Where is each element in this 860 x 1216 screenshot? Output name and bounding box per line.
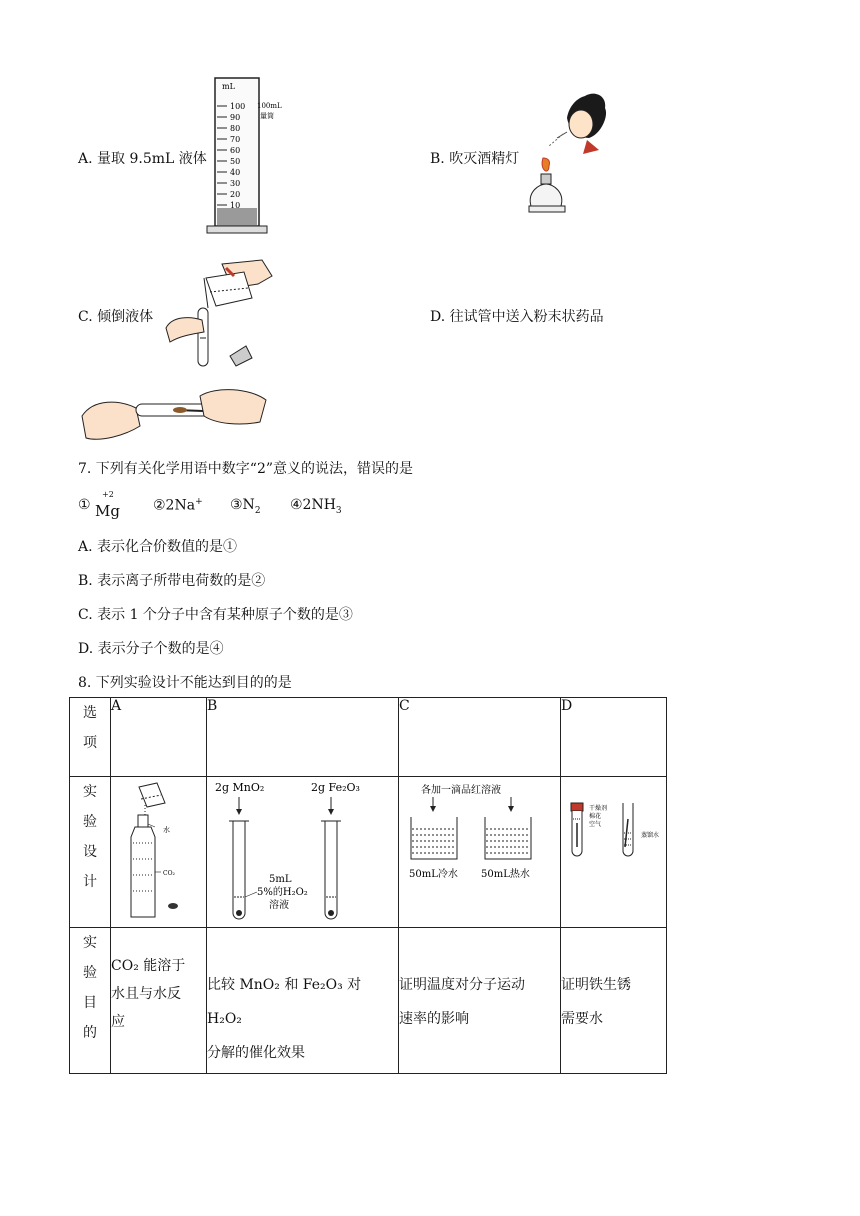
cylinder-tick-label: 100 [230,102,246,111]
q7-option-d: D. 表示分子个数的是④ [78,641,224,657]
cylinder-tick-label: 80 [230,124,241,133]
cylinder-tick-label: 90 [230,113,241,122]
cylinder-tick-label: 10 [230,201,241,210]
q7-item-3: $③N_2$ [230,497,261,516]
svg-text:CO₂: CO₂ [163,870,175,877]
cylinder-label-1: 100mL [257,102,282,110]
svg-text:2g Fe₂O₃: 2g Fe₂O₃ [311,781,360,794]
rust-tubes-figure [561,777,666,923]
svg-text:溶液: 溶液 [269,900,289,911]
purpose-b: 比较 MnO₂ 和 Fe₂O₃ 对 H₂O₂ 分解的催化效果 [207,928,399,1074]
row-header-design: 实 验 设 计 [70,777,111,928]
q8-stem: 8. 下列实验设计不能达到目的的是 [78,675,292,691]
option-a-label: A. 量取 9.5mL 液体 [78,151,207,167]
svg-text:50mL冷水: 50mL冷水 [409,869,458,880]
col-header-d: D [561,698,667,777]
table-row-design [70,777,667,928]
table-row-options [70,698,667,777]
svg-text:5mL: 5mL [269,874,292,885]
option-c-label: C. 倾倒液体 [78,309,154,325]
q8-table [69,697,667,1074]
row-header-options: 选 项 [70,698,111,777]
q7-item-4: $④2NH_3$ [290,497,342,516]
purpose-c: 证明温度对分子运动 速率的影响 [399,928,561,1074]
cylinder-tick-label: 20 [230,190,241,199]
cylinder-tick-label: 40 [230,168,241,177]
col-header-a: A [111,698,207,777]
design-a-cell [111,777,207,928]
beakers-figure [399,777,560,923]
q7-item-1-prefix: ① [78,497,91,513]
q7-item-1-symbol: Mg [95,502,120,520]
q7-stem: 7. 下列有关化学用语中数字“2”意义的说法，错误的是 [78,461,414,477]
option-b-label: B. 吹灭酒精灯 [430,151,520,167]
svg-text:空气: 空气 [589,821,602,828]
cylinder-tick-label: 30 [230,179,241,188]
graduated-cylinder-figure [205,76,300,236]
powder-tube-figure [80,386,270,444]
pouring-liquid-figure [162,258,274,372]
bottle-co2-figure [111,777,206,923]
svg-text:5%的H₂O₂: 5%的H₂O₂ [257,887,308,898]
svg-text:水: 水 [163,826,170,834]
q7-item-1-valence: +2 [102,490,114,499]
purpose-a: CO₂ 能溶于 水且与水反 应 [111,928,207,1074]
table-row-purpose [70,928,667,1074]
q7-item-2: ②2Na+ [153,497,203,514]
cylinder-tick-label: 60 [230,146,241,155]
cylinder-label-2: 量筒 [260,112,274,120]
purpose-d: 证明铁生锈 需要水 [561,928,667,1074]
cylinder-tick-label: 50 [230,157,241,166]
svg-text:干燥剂: 干燥剂 [589,805,608,812]
option-d-label: D. 往试管中送入粉末状药品 [430,309,604,325]
row-header-purpose: 实 验 目 的 [70,928,111,1074]
cylinder-tick-label: 70 [230,135,241,144]
col-header-c: C [399,698,561,777]
svg-text:蒸馏水: 蒸馏水 [641,832,660,839]
q7-option-b: B. 表示离子所带电荷数的是② [78,573,266,589]
q7-option-c: C. 表示 1 个分子中含有某种原子个数的是③ [78,607,353,623]
q7-option-a: A. 表示化合价数值的是① [78,539,238,555]
design-c-cell [399,777,561,928]
col-header-b: B [207,698,399,777]
svg-text:50mL热水: 50mL热水 [481,869,530,880]
svg-text:2g MnO₂: 2g MnO₂ [215,781,265,794]
svg-text:各加一滴品红溶液: 各加一滴品红溶液 [421,785,501,796]
q7-items [78,492,378,518]
cylinder-unit: mL [222,82,235,91]
blowing-lamp-figure [527,88,613,224]
catalyst-tubes-figure [207,777,398,923]
design-b-cell [207,777,399,928]
design-d-cell [561,777,667,928]
svg-text:棉花: 棉花 [589,813,602,820]
